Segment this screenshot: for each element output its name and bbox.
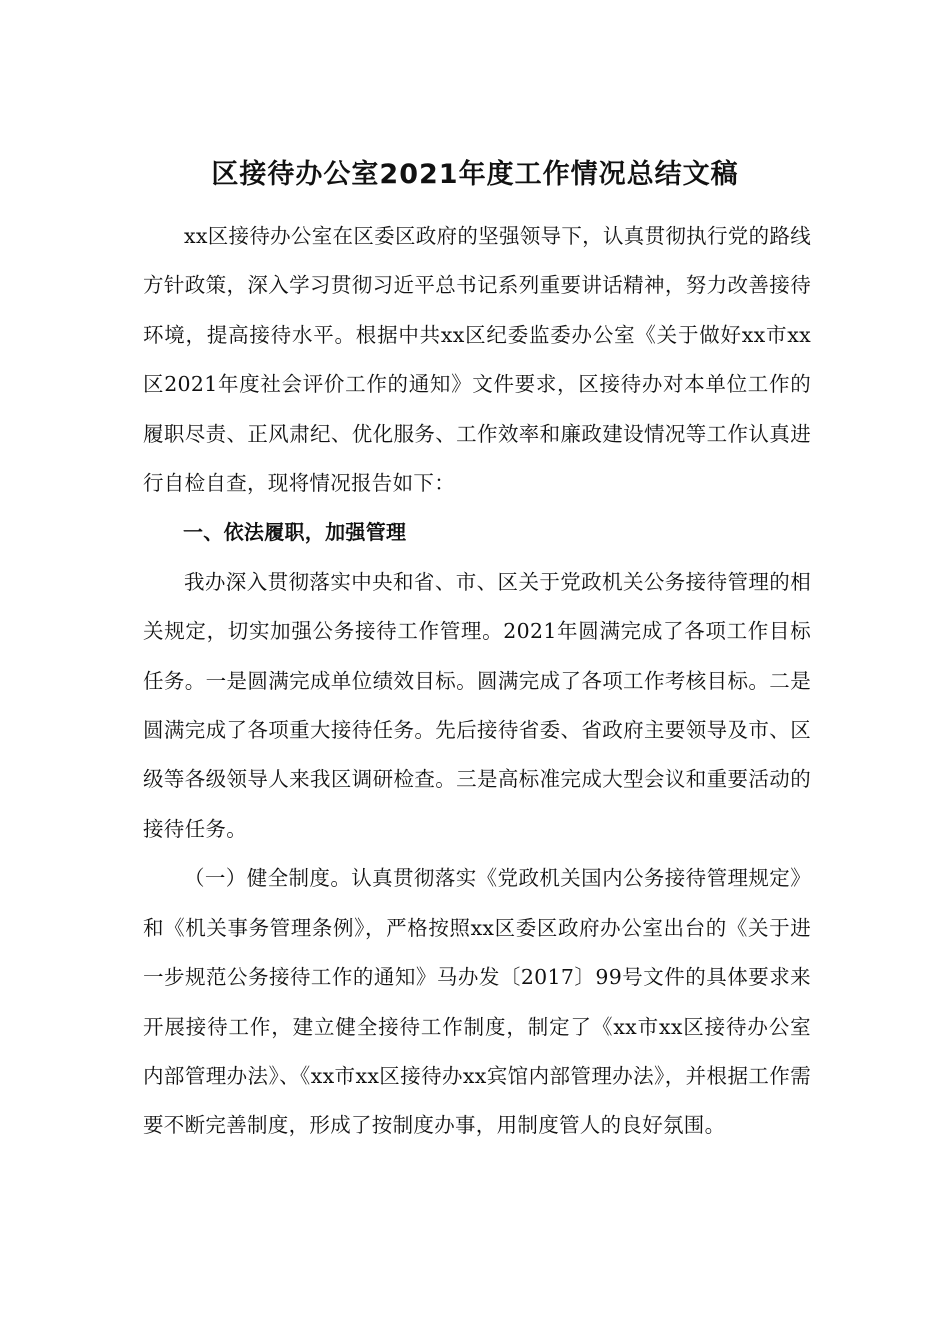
document-body [143, 212, 811, 1151]
intro-paragraph: xx区接待办公室在区委区政府的坚强领导下，认真贯彻执行党的路线方针政策，深入学习贯彻习近平总书记系列重要讲话精神，努力改善接待环境，提高接待水平。根据中共xx区纪委监委办公室《关于做好xx市xx区2021年度社会评价工作的通知》文件要求，区接待办对本单位工作的履职尽责、正风肃纪、优化服务、工作效率和廉政建设情况等工作认真进行自检自查，现将情况报告如下： [143, 224, 811, 496]
subsection-1-paragraph: （一）健全制度。认真贯彻落实《党政机关国内公务接待管理规定》和《机关事务管理条例》，严格按照xx区委区政府办公室出台的《关于进一步规范公务接待工作的通知》马办发〔2017〕99号文件的具体要求来开展接待工作，建立健全接待工作制度，制定了《xx市xx区接待办公室内部管理办法》、《xx市xx区接待办xx宾馆内部管理办法》，并根据工作需要不断完善制度，形成了按制度办事，用制度管人的良好氛围。 [143, 866, 811, 1138]
document-title: 区接待办公室2021年度工作情况总结文稿 [211, 159, 739, 190]
section-heading-1: 一、依法履职，加强管理 [183, 520, 407, 545]
section-1-paragraph: 我办深入贯彻落实中央和省、市、区关于党政机关公务接待管理的相关规定，切实加强公务接待工作管理。2021年圆满完成了各项工作目标任务。一是圆满完成单位绩效目标。圆满完成了各项工作考核目标。二是圆满完成了各项重大接待任务。先后接待省委、省政府主要领导及市、区级等各级领导人来我区调研检查。三是高标准完成大型会议和重要活动的接待任务。 [143, 569, 811, 841]
